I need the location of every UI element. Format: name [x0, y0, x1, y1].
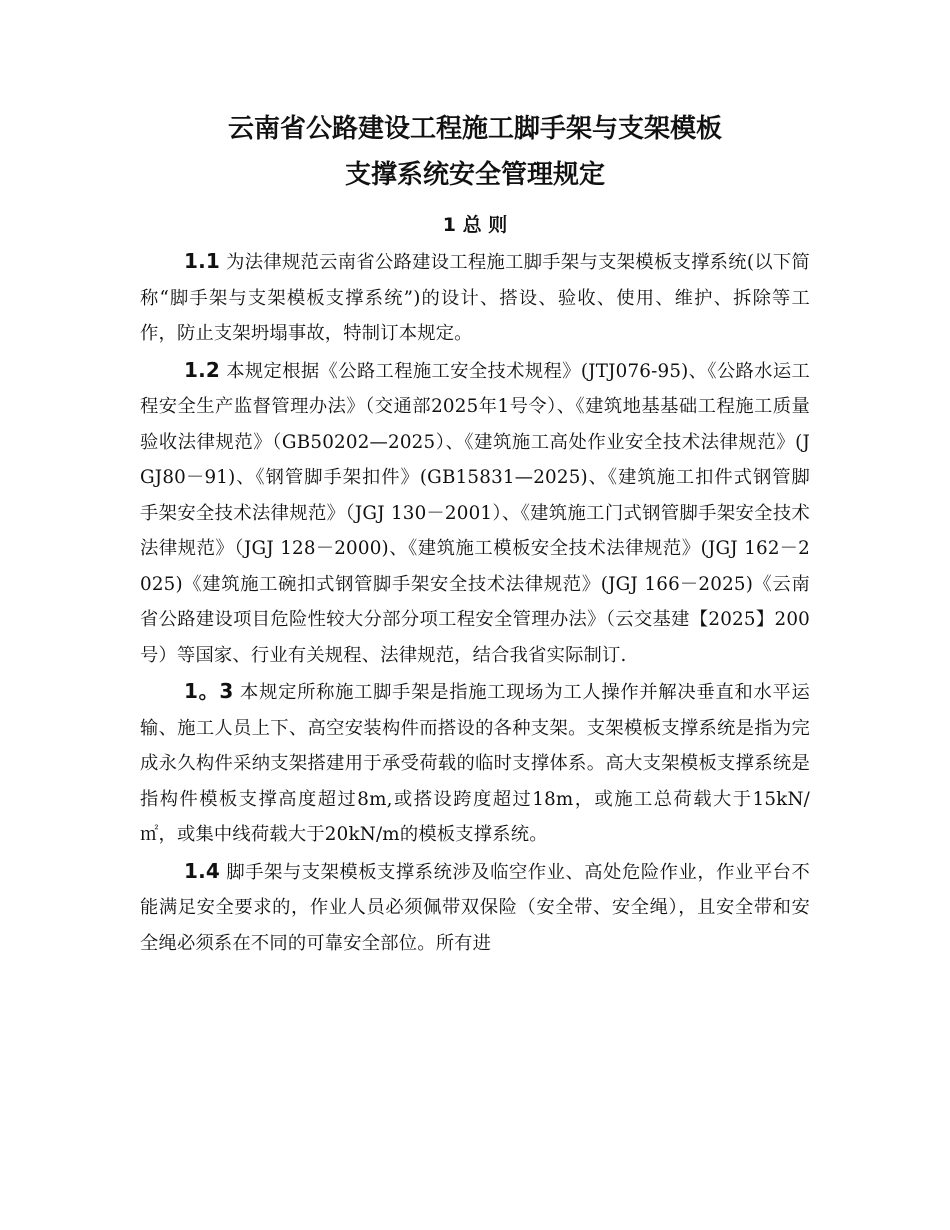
document-page: [140, 108, 810, 962]
paragraph-1-2: [140, 353, 810, 674]
paragraph-number: 1.2: [184, 357, 221, 382]
paragraph-1-4: [140, 854, 810, 962]
paragraph-number: 1.1: [184, 249, 221, 273]
document-title-line-2: 支撑系统安全管理规定: [344, 160, 605, 190]
document-title-line-1: 云南省公路建设工程施工脚手架与支架模板: [227, 114, 722, 144]
paragraph-text: 为法律规范云南省公路建设工程施工脚手架与支架模板支撑系统(以下简称“脚手架与支架模板支撑系统”)的设计、搭设、验收、使用、维护、拆除等工作，防止支架坍塌事故，特制订本规定。: [140, 252, 810, 344]
paragraph-number: 1.4: [184, 858, 221, 883]
paragraph-text: 本规定根据《公路工程施工安全技术规程》(JTJ076-95)、《公路水运工程安全生产监督管理办法》（交通部2025年1号令）、《建筑地基基础工程施工质量验收法律规范》（GB50202—2025）、《建筑施工高处作业安全技术法律规范》(JGJ80－91)、《钢管脚手架扣件》(GB15831—2025)、《建筑施工扣件式钢管脚手架安全技术法律规范》（JGJ 130－2001）、《建筑施工门式钢管脚手架安全技术法律规范》（JGJ 128－2000)、《建筑施工模板安全技术法律规范》(JGJ 162－2025)《建筑施工碗扣式钢管脚手架安全技术法律规范》(JGJ 166－2025)《云南省公路建设项目危险性较大分部分项工程安全管理办法》（云交基建【2025】200号）等国家、行业有关规程、法律规范，结合我省实际制订.: [140, 360, 810, 666]
paragraph-1-1: [140, 244, 810, 352]
paragraph-1-3: [140, 674, 810, 853]
paragraph-number: 1。3: [184, 679, 234, 703]
paragraph-text: 本规定所称施工脚手架是指施工现场为工人操作并解决垂直和水平运输、施工人员上下、高空安装构件而搭设的各种支架。支架模板支撑系统是指为完成永久构件采纳支架搭建用于承受荷载的临时支撑体系。高大支架模板支撑系统是指构件模板支撑高度超过8m,或搭设跨度超过18m，或施工总荷载大于15kN/㎡，或集中线荷载大于20kN/m的模板支撑系统。: [140, 682, 811, 845]
paragraph-text: 脚手架与支架模板支撑系统涉及临空作业、高处危险作业，作业平台不能满足安全要求的，作业人员必须佩带双保险（安全带、安全绳），且安全带和安全绳必须系在不同的可靠安全部位。所有进: [140, 861, 810, 954]
section-heading: 1 总 则: [442, 214, 508, 236]
